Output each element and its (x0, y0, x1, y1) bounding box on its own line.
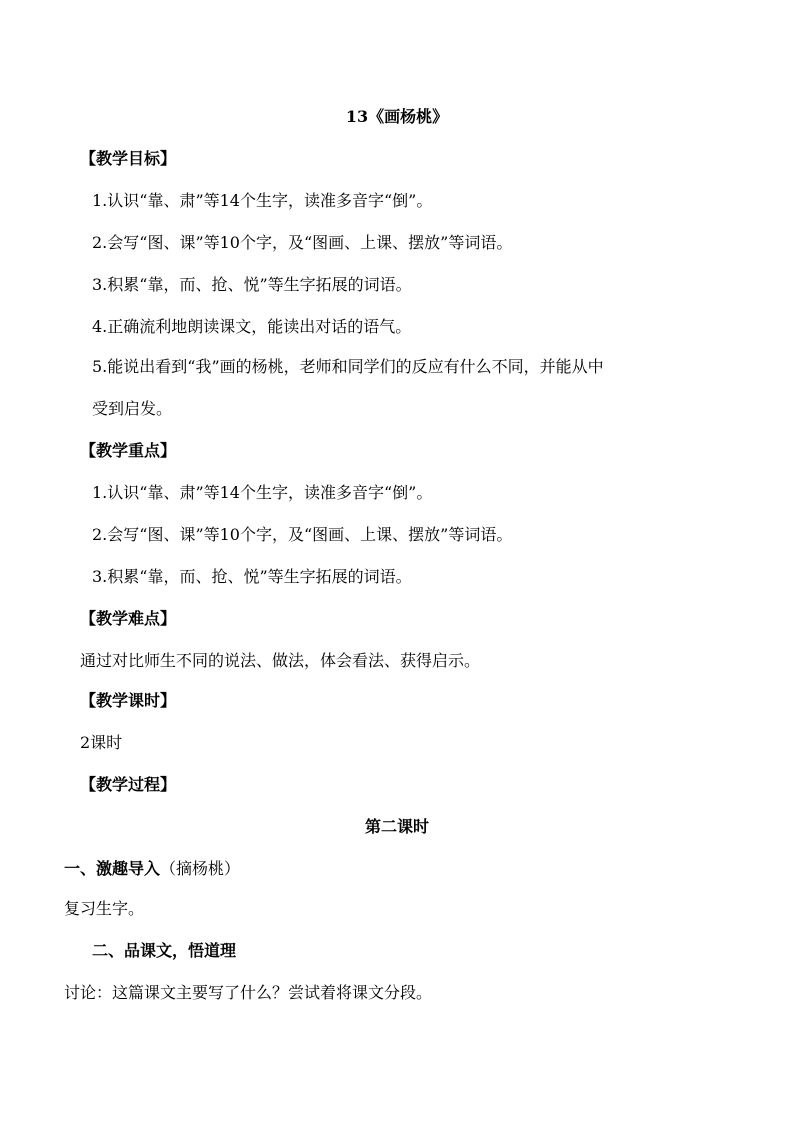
difficulties-heading: 【教学难点】 (80, 609, 177, 628)
key-point-item-2: 2.会写“图、课”等10个字，及“图画、上课、摆放”等词语。 (92, 525, 513, 544)
objective-item-1: 1.认识“靠、肃”等14个生字，读准多音字“倒”。 (92, 191, 433, 210)
periods-heading: 【教学课时】 (80, 691, 177, 710)
step2-heading: 二、品课文，悟道理 (92, 941, 237, 960)
step1-suffix: （摘杨桃） (160, 859, 241, 878)
step1-heading: 一、激趣导入 (64, 859, 161, 878)
document-title: 13《画杨桃》 (345, 107, 449, 126)
step1-text: 复习生字。 (64, 899, 145, 918)
key-point-item-3: 3.积累“靠，而、抢、悦”等生字拓展的词语。 (92, 567, 412, 586)
process-heading: 【教学过程】 (80, 775, 177, 794)
objective-item-4: 4.正确流利地朗读课文，能读出对话的语气。 (92, 317, 412, 336)
step2-text: 讨论：这篇课文主要写了什么？尝试着将课文分段。 (64, 983, 433, 1002)
periods-text: 2课时 (80, 733, 123, 752)
step1-line (64, 858, 240, 880)
difficulties-text: 通过对比师生不同的说法、做法，体会看法、获得启示。 (80, 651, 481, 670)
key-point-item-1: 1.认识“靠、肃”等14个生字，读准多音字“倒”。 (92, 483, 433, 502)
objective-item-5: 5.能说出看到“我”画的杨桃，老师和同学们的反应有什么不同，并能从中 (92, 357, 604, 376)
objectives-heading: 【教学目标】 (80, 149, 177, 168)
objective-item-2: 2.会写“图、课”等10个字，及“图画、上课、摆放”等词语。 (92, 233, 513, 252)
objective-item-3: 3.积累“靠，而、抢、悦”等生字拓展的词语。 (92, 275, 412, 294)
key-points-heading: 【教学重点】 (80, 441, 177, 460)
lesson-title: 第二课时 (364, 817, 429, 836)
objective-item-5-continuation: 受到启发。 (92, 399, 173, 418)
